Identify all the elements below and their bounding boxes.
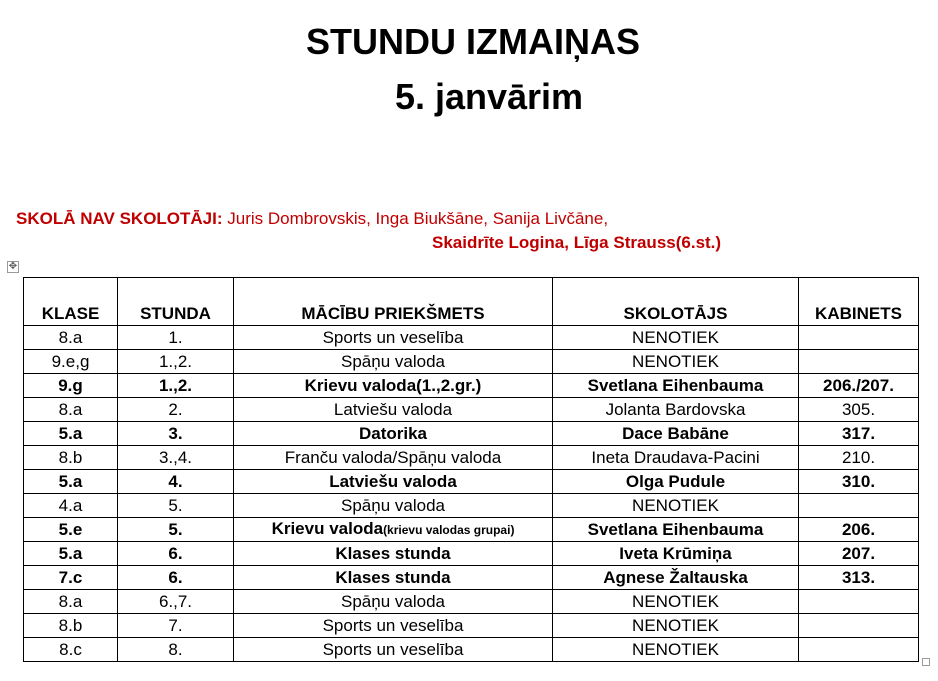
cell-skolotajs-text: Ineta Draudava-Pacini [591,448,760,467]
header-klase: KLASE [24,278,118,326]
table-row [24,494,919,518]
cell-stunda [118,494,234,518]
table-row [24,374,919,398]
resize-square-icon[interactable] [922,658,930,666]
header-stunda: STUNDA [118,278,234,326]
cell-kabinets-text: 310. [841,472,876,491]
cell-skolotajs [553,494,799,518]
cell-prieksmets [234,422,553,446]
cell-kabinets [799,374,919,398]
cell-klase-text: 8.b [58,448,83,467]
cell-prieksmets-text: Franču valoda/Spāņu valoda [284,448,502,467]
cell-klase-text: 5.a [58,472,83,491]
cell-prieksmets [234,398,553,422]
cell-klase-text: 8.a [58,592,83,611]
cell-klase-text: 9.e,g [51,352,90,371]
cell-skolotajs-text: NENOTIEK [632,352,719,371]
cell-stunda [118,542,234,566]
cell-kabinets [799,590,919,614]
cell-klase [24,326,118,350]
cell-stunda [118,590,234,614]
cell-klase [24,590,118,614]
cell-kabinets [799,518,919,542]
cell-prieksmets [234,326,553,350]
cell-kabinets-text: 207. [841,544,876,563]
schedule-changes-table [23,277,919,662]
cell-stunda [118,518,234,542]
absent-teachers-line-1 [16,208,608,230]
cell-kabinets-text: 317. [841,424,876,443]
cell-prieksmets [234,590,553,614]
cell-skolotajs-text: NENOTIEK [632,592,719,611]
cell-prieksmets-text: Latviešu valoda [329,472,457,491]
cell-stunda [118,638,234,662]
table-row [24,614,919,638]
cell-skolotajs-text: NENOTIEK [632,496,719,515]
cell-prieksmets [234,614,553,638]
cell-kabinets-text: 313. [841,568,876,587]
cell-stunda-text: 1. [168,328,183,347]
cell-prieksmets [234,446,553,470]
cell-stunda [118,446,234,470]
cell-klase [24,542,118,566]
cell-stunda-text: 6.,7. [158,592,193,611]
cell-skolotajs-text: Iveta Krūmiņa [619,544,732,563]
cell-stunda [118,614,234,638]
cell-stunda-text: 2. [168,400,183,419]
cell-skolotajs [553,638,799,662]
cell-skolotajs-text: NENOTIEK [632,616,719,635]
table-row [24,446,919,470]
cell-prieksmets-text: Sports un veselība [322,640,464,659]
cell-kabinets [799,494,919,518]
cell-prieksmets [234,470,553,494]
cell-stunda-text: 3.,4. [158,448,193,467]
cell-prieksmets-text: Klases stunda [335,568,451,587]
cell-kabinets [799,470,919,494]
cell-prieksmets [234,542,553,566]
cell-stunda-text: 6. [168,568,183,587]
cell-prieksmets [234,566,553,590]
cell-kabinets [799,326,919,350]
cell-klase [24,446,118,470]
cell-skolotajs [553,446,799,470]
cell-stunda [118,470,234,494]
cell-stunda-text: 6. [168,544,183,563]
cell-prieksmets-note: (krievu valodas grupai) [383,523,515,537]
cell-klase [24,374,118,398]
cell-klase-text: 4.a [58,496,83,515]
cell-prieksmets-text: Sports un veselība [322,616,464,635]
table-body [24,326,919,662]
cell-skolotajs [553,374,799,398]
cell-kabinets [799,566,919,590]
cell-kabinets [799,614,919,638]
cell-stunda [118,566,234,590]
cell-prieksmets-text: Klases stunda [335,544,451,563]
cell-klase-text: 7.c [58,568,83,587]
cell-prieksmets-text: Latviešu valoda [333,400,453,419]
cell-kabinets [799,542,919,566]
page-subtitle-date: 5. janvārim [394,76,584,117]
cell-stunda-text: 5. [168,496,183,515]
cell-skolotajs [553,518,799,542]
cell-stunda [118,422,234,446]
header-skolotajs: SKOLOTĀJS [553,278,799,326]
cell-klase-text: 5.e [58,520,83,539]
table-row [24,326,919,350]
cell-skolotajs-text: Olga Pudule [625,472,726,491]
cell-klase-text: 9.g [58,376,83,395]
table-header-row [24,278,919,326]
cell-skolotajs [553,566,799,590]
cell-klase [24,350,118,374]
cell-skolotajs-text: NENOTIEK [632,640,719,659]
cell-stunda-text: 1.,2. [158,352,193,371]
cell-klase [24,566,118,590]
cell-kabinets [799,398,919,422]
cell-skolotajs-text: Svetlana Eihenbauma [587,520,764,539]
cell-prieksmets-text: Spāņu valoda [341,592,445,611]
table-row [24,398,919,422]
cell-prieksmets-text: Spāņu valoda [341,496,445,515]
cell-skolotajs-text: NENOTIEK [632,328,719,347]
cell-klase [24,398,118,422]
cell-stunda-text: 5. [168,520,183,539]
cell-kabinets-text: 305. [841,400,876,419]
cell-skolotajs [553,614,799,638]
absent-teachers-names-1: Juris Dombrovskis, Inga Biukšāne, Sanija Livčāne, [222,209,609,228]
table-row [24,350,919,374]
cell-skolotajs-text: Jolanta Bardovska [605,400,746,419]
cell-skolotajs-text: Agnese Žaltauska [603,568,748,587]
cell-prieksmets-text: Krievu valoda(1.,2.gr.) [304,376,482,395]
cell-skolotajs [553,470,799,494]
cell-skolotajs [553,542,799,566]
header-kabinets: KABINETS [799,278,919,326]
cell-stunda [118,326,234,350]
move-arrows-icon[interactable]: ✥ [8,261,18,272]
cell-prieksmets-text: Datorika [358,424,428,443]
cell-klase [24,518,118,542]
cell-klase-text: 8.c [59,640,82,659]
table-row [24,470,919,494]
cell-prieksmets [234,518,553,542]
header-prieksmets: MĀCĪBU PRIEKŠMETS [234,278,553,326]
cell-stunda-text: 3. [168,424,183,443]
cell-klase-text: 5.a [58,544,83,563]
cell-kabinets-text: 206./207. [823,376,894,395]
cell-prieksmets [234,638,553,662]
cell-skolotajs-text: Dace Babāne [622,424,729,443]
cell-kabinets-text: 210. [841,448,876,467]
cell-stunda [118,350,234,374]
table-row [24,566,919,590]
absent-teachers-names-2: Skaidrīte Logina, Līga Strauss(6.st.) [432,233,722,252]
table-row [24,422,919,446]
cell-prieksmets-text: Spāņu valoda [341,352,445,371]
cell-skolotajs [553,398,799,422]
cell-skolotajs [553,422,799,446]
cell-stunda-text: 8. [168,640,183,659]
table-row [24,542,919,566]
cell-klase-text: 5.a [58,424,83,443]
cell-klase [24,470,118,494]
cell-klase-text: 8.b [58,616,83,635]
table-row [24,518,919,542]
cell-klase-text: 8.a [58,400,83,419]
page-title: STUNDU IZMAIŅAS [306,21,640,62]
cell-kabinets-text: 206. [841,520,876,539]
cell-skolotajs [553,326,799,350]
table-row [24,638,919,662]
cell-klase-text: 8.a [58,328,83,347]
cell-stunda-text: 4. [168,472,183,491]
cell-prieksmets [234,374,553,398]
cell-prieksmets-text: Krievu valoda [271,519,384,538]
cell-prieksmets [234,494,553,518]
cell-kabinets [799,350,919,374]
cell-kabinets [799,446,919,470]
cell-klase [24,422,118,446]
table-row [24,590,919,614]
cell-klase [24,638,118,662]
cell-skolotajs-text: Svetlana Eihenbauma [587,376,764,395]
cell-prieksmets-text: Sports un veselība [322,328,464,347]
cell-kabinets [799,638,919,662]
cell-klase [24,494,118,518]
cell-stunda-text: 7. [168,616,183,635]
cell-klase [24,614,118,638]
absent-teachers-label: SKOLĀ NAV SKOLOTĀJI: [16,209,223,228]
cell-stunda [118,374,234,398]
cell-skolotajs [553,350,799,374]
cell-skolotajs [553,590,799,614]
cell-prieksmets [234,350,553,374]
cell-stunda-text: 1.,2. [158,376,193,395]
cell-stunda [118,398,234,422]
cell-kabinets [799,422,919,446]
